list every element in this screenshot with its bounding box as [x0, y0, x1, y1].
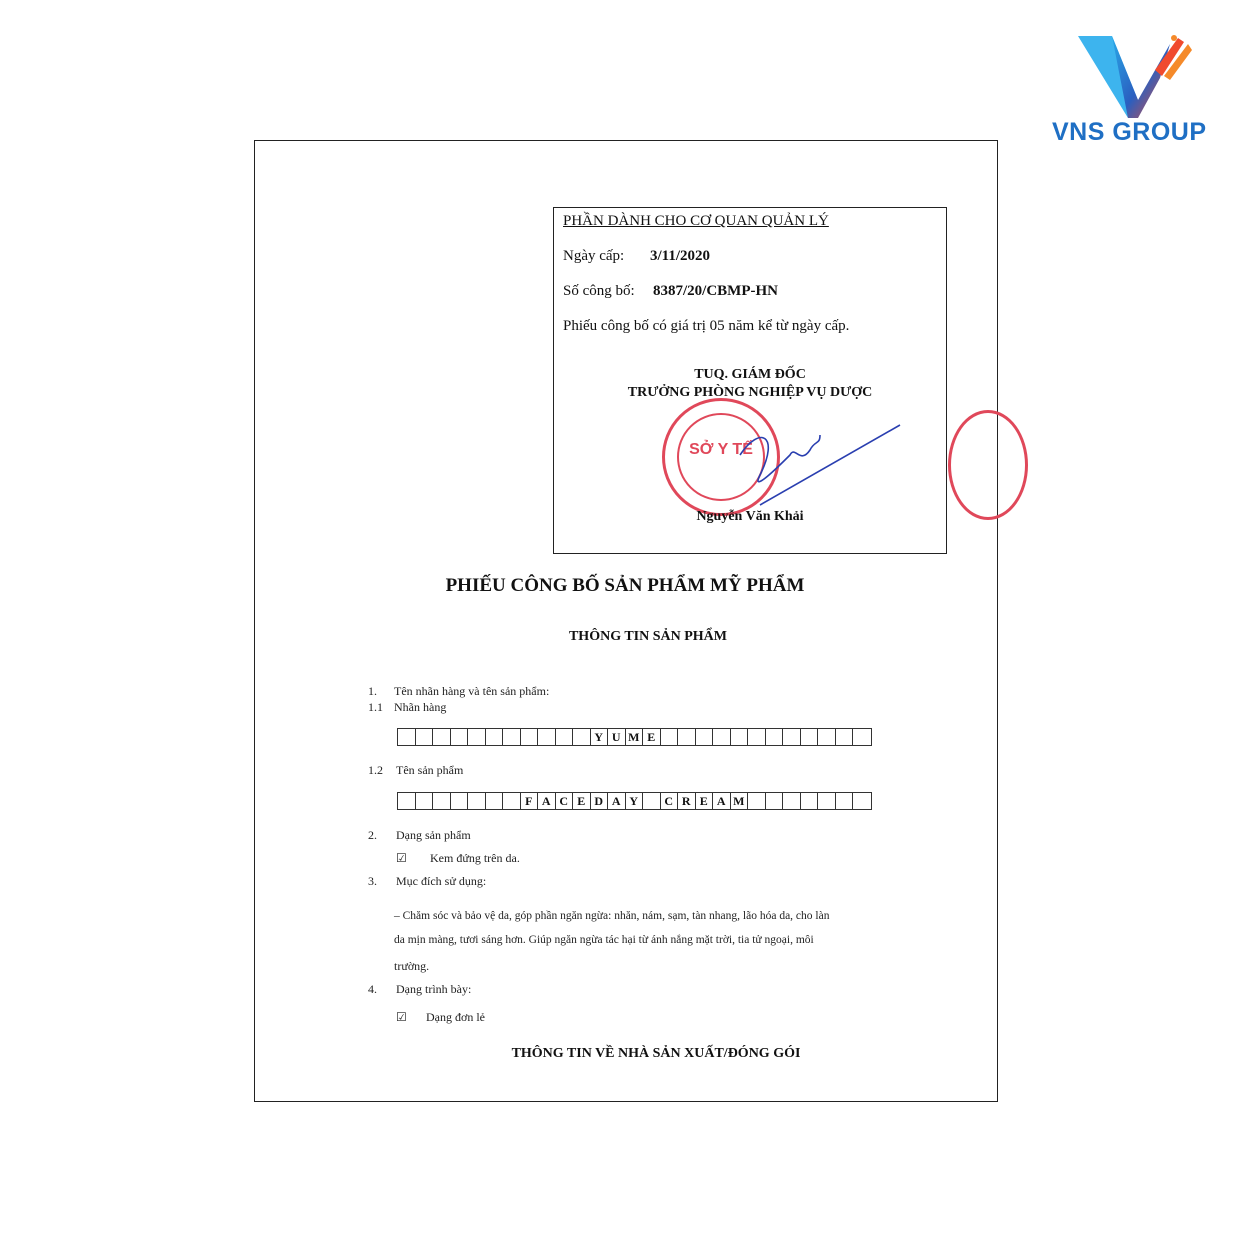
- letter-cell: [398, 729, 416, 745]
- letter-cell: [678, 729, 696, 745]
- letter-cell: [853, 793, 871, 809]
- letter-cell: [573, 729, 591, 745]
- item-3-number: 3.: [368, 874, 377, 888]
- letter-cell: [433, 729, 451, 745]
- letter-cell: [783, 729, 801, 745]
- signer-name: Nguyễn Văn Khải: [696, 509, 804, 524]
- letter-cell: [783, 793, 801, 809]
- item-3-label: Mục đích sử dụng:: [396, 874, 487, 888]
- signer-title-2: TRƯỞNG PHÒNG NGHIỆP VỤ DƯỢC: [627, 385, 873, 400]
- letter-cell: [748, 729, 766, 745]
- letter-cell: D: [591, 793, 609, 809]
- letter-cell: [468, 793, 486, 809]
- letter-cell: C: [661, 793, 679, 809]
- letter-cell: A: [713, 793, 731, 809]
- validity-text: Phiếu công bố có giá trị 05 năm kể từ ngày cấp.: [563, 318, 850, 334]
- purpose-line-2: da mịn màng, tươi sáng hơn. Giúp ngăn ngừa tác hại từ ánh nắng mặt trời, tia tử ngoại, môi: [394, 934, 814, 946]
- item-1-label: Tên nhãn hàng và tên sản phẩm:: [394, 684, 550, 698]
- issue-date: 3/11/2020: [650, 248, 711, 264]
- announcement-number: 8387/20/CBMP-HN: [653, 283, 778, 299]
- item-4-number: 4.: [368, 982, 377, 996]
- number-label: Số công bố:: [563, 283, 635, 299]
- letter-cell: F: [521, 793, 539, 809]
- letter-cell: [521, 729, 539, 745]
- letter-cell: A: [608, 793, 626, 809]
- document-title: PHIẾU CÔNG BỐ SẢN PHẨM MỸ PHẨM: [445, 575, 805, 596]
- letter-cell: [468, 729, 486, 745]
- section-manufacturer-info: THÔNG TIN VỀ NHÀ SẢN XUẤT/ĐÓNG GÓI: [511, 1046, 801, 1061]
- item-2-option: Kem đứng trên da.: [430, 851, 520, 865]
- letter-cell: [766, 729, 784, 745]
- letter-cell: Y: [591, 729, 609, 745]
- letter-cell: [748, 793, 766, 809]
- partial-stamp: [948, 410, 1028, 520]
- item-4-option: Dạng đơn lẻ: [426, 1010, 485, 1024]
- letter-cell: [836, 729, 854, 745]
- checkbox-checked-icon: ☑: [396, 851, 407, 865]
- letter-cell: [801, 729, 819, 745]
- brand-name-grid: [397, 728, 872, 746]
- purpose-line-1: – Chăm sóc và bảo vệ da, góp phần ngăn ngừa: nhăn, nám, sạm, tàn nhang, lão hóa da, cho làn: [394, 910, 830, 922]
- product-name-grid: [397, 792, 872, 810]
- stamp-text: SỞ Y TẾ: [689, 441, 753, 458]
- letter-cell: E: [696, 793, 714, 809]
- letter-cell: [643, 793, 661, 809]
- letter-cell: [503, 729, 521, 745]
- letter-cell: A: [538, 793, 556, 809]
- letter-cell: M: [626, 729, 644, 745]
- letter-cell: [696, 729, 714, 745]
- letter-cell: [853, 729, 871, 745]
- issue-date-label: Ngày cấp:: [563, 248, 625, 264]
- letter-cell: R: [678, 793, 696, 809]
- letter-cell: [538, 729, 556, 745]
- letter-cell: [416, 793, 434, 809]
- letter-cell: [433, 793, 451, 809]
- letter-cell: [818, 729, 836, 745]
- item-1-1-label: Nhãn hàng: [394, 700, 447, 714]
- letter-cell: [486, 793, 504, 809]
- item-4-label: Dạng trình bày:: [396, 982, 472, 996]
- signature-icon: [720, 415, 910, 515]
- letter-cell: [731, 729, 749, 745]
- management-heading: PHẦN DÀNH CHO CƠ QUAN QUẢN LÝ: [563, 213, 829, 229]
- letter-cell: [451, 729, 469, 745]
- letter-cell: [503, 793, 521, 809]
- letter-cell: C: [556, 793, 574, 809]
- item-1-2-label: Tên sản phẩm: [396, 763, 464, 777]
- letter-cell: Y: [626, 793, 644, 809]
- letter-cell: [766, 793, 784, 809]
- letter-cell: E: [573, 793, 591, 809]
- letter-cell: U: [608, 729, 626, 745]
- letter-cell: [836, 793, 854, 809]
- brand-name: VNS GROUP: [1052, 118, 1207, 146]
- letter-cell: [451, 793, 469, 809]
- letter-cell: [486, 729, 504, 745]
- item-1-2-number: 1.2: [368, 763, 383, 777]
- item-2-label: Dạng sản phẩm: [396, 828, 471, 842]
- item-2-number: 2.: [368, 828, 377, 842]
- letter-cell: M: [731, 793, 749, 809]
- signer-title-1: TUQ. GIÁM ĐỐC: [694, 367, 806, 382]
- letter-cell: [818, 793, 836, 809]
- letter-cell: [661, 729, 679, 745]
- letter-cell: [556, 729, 574, 745]
- letter-cell: E: [643, 729, 661, 745]
- letter-cell: [416, 729, 434, 745]
- item-1-1-number: 1.1: [368, 700, 383, 714]
- letter-cell: [398, 793, 416, 809]
- checkbox-checked-icon: ☑: [396, 1010, 407, 1024]
- section-product-info: THÔNG TIN SẢN PHẨM: [568, 629, 728, 644]
- purpose-line-3: trường.: [394, 959, 430, 973]
- letter-cell: [713, 729, 731, 745]
- item-1-number: 1.: [368, 684, 377, 698]
- letter-cell: [801, 793, 819, 809]
